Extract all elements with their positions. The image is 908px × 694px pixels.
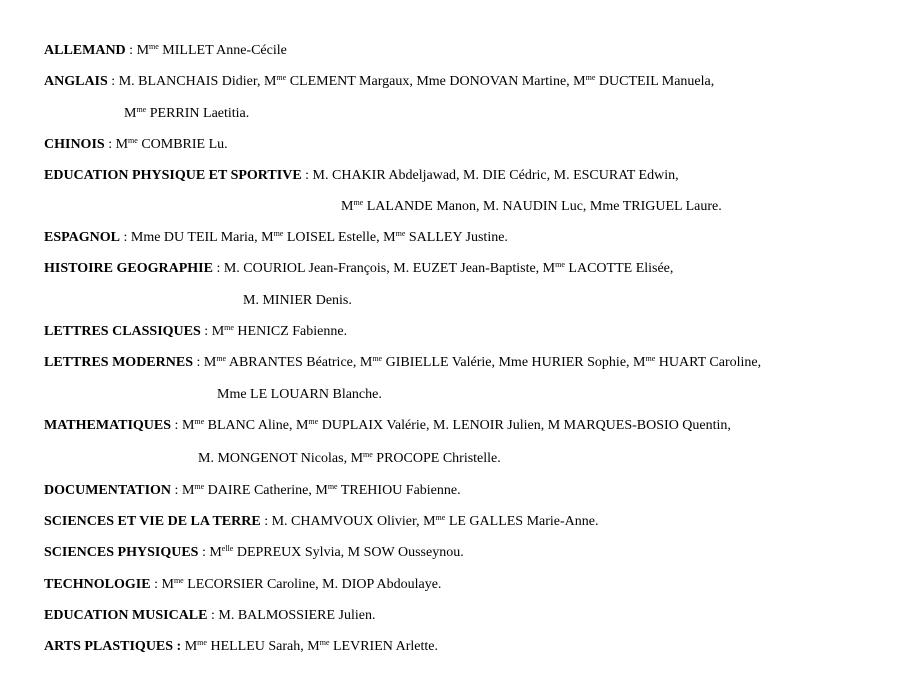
teacher-names-text: M. COURIOL Jean-François, M. EUZET Jean-Baptiste, M xyxy=(223,261,556,276)
teacher-names-text: PROCOPE Christelle. xyxy=(372,451,501,466)
teacher-names-text: M xyxy=(136,43,150,58)
subject-row-continuation-mathematiques xyxy=(198,450,501,468)
subject-separator: : xyxy=(171,483,182,498)
title-superscript: me xyxy=(194,417,205,426)
subject-label: LETTRES MODERNES xyxy=(44,355,193,370)
teacher-names-text: HENICZ Fabienne. xyxy=(233,324,348,339)
teacher-names-text: MILLET Anne-Cécile xyxy=(158,43,287,58)
subject-separator: : xyxy=(119,230,131,245)
teacher-names-text: M xyxy=(124,106,137,121)
title-superscript: elle xyxy=(221,544,234,553)
teacher-names-text: M xyxy=(181,418,195,433)
teacher-names-text: LEVRIEN Arlette. xyxy=(329,639,438,654)
teacher-names-text: GIBIELLE Valérie, Mme HURIER Sophie, M xyxy=(382,355,646,370)
teacher-names-text: BLANC Aline, M xyxy=(204,418,309,433)
subject-separator: : xyxy=(301,168,313,183)
teacher-names-text: DAIRE Catherine, M xyxy=(204,483,328,498)
subject-label: ESPAGNOL xyxy=(44,230,120,245)
subject-row-espagnol xyxy=(44,229,508,247)
teacher-names-text: Mme LE LOUARN Blanche. xyxy=(217,387,382,402)
title-superscript: me xyxy=(273,229,284,238)
title-superscript: me xyxy=(197,638,207,647)
subject-row-education-physique-et-sportive xyxy=(44,167,679,185)
subject-separator: : xyxy=(212,261,224,276)
title-superscript: me xyxy=(319,638,330,647)
teacher-names-text: TREHIOU Fabienne. xyxy=(337,483,461,498)
title-superscript: me xyxy=(435,513,446,522)
teacher-names-text: LALANDE Manon, M. NAUDIN Luc, Mme TRIGUEL Laure. xyxy=(363,199,722,214)
subject-row-arts-plastiques xyxy=(44,638,438,656)
title-superscript: me xyxy=(363,450,373,459)
subject-row-chinois xyxy=(44,136,228,154)
subject-separator: : xyxy=(260,514,272,529)
subject-label: ARTS PLASTIQUES : xyxy=(44,639,182,654)
subject-row-documentation xyxy=(44,482,461,500)
teacher-names-text: LOISEL Estelle, M xyxy=(283,230,396,245)
subject-row-technologie xyxy=(44,576,441,594)
subject-row-lettres-modernes xyxy=(44,354,761,372)
subject-row-continuation-lettres-modernes xyxy=(217,386,382,404)
teacher-names-text: CLEMENT Margaux, Mme DONOVAN Martine, M xyxy=(286,74,586,89)
title-superscript: me xyxy=(276,73,287,82)
subject-label: CHINOIS xyxy=(44,137,105,152)
title-superscript: me xyxy=(353,198,364,207)
teacher-names-text: DEPREUX Sylvia, M SOW Ousseynou. xyxy=(233,545,464,560)
teacher-names-text: M xyxy=(211,324,225,339)
subject-label: HISTOIRE GEOGRAPHIE xyxy=(44,261,213,276)
subject-row-anglais xyxy=(44,73,714,91)
teacher-names-text: M xyxy=(203,355,217,370)
subject-separator: : xyxy=(125,43,137,58)
subject-row-histoire-geographie xyxy=(44,260,673,278)
teacher-names-text: M xyxy=(209,545,222,560)
teacher-names-text: SALLEY Justine. xyxy=(405,230,508,245)
teacher-names-text: LACOTTE Elisée, xyxy=(564,261,674,276)
subject-label: ALLEMAND xyxy=(44,43,126,58)
teacher-names-text: PERRIN Laetitia. xyxy=(146,106,250,121)
teacher-names-text: DUCTEIL Manuela, xyxy=(595,74,715,89)
teacher-names-text: ABRANTES Béatrice, M xyxy=(226,355,373,370)
title-superscript: me xyxy=(136,105,147,114)
subject-row-sciences-et-vie-de-la-terre xyxy=(44,513,599,531)
teacher-names-text: M. CHAMVOUX Olivier, M xyxy=(271,514,436,529)
title-superscript: me xyxy=(395,229,406,238)
subject-separator: : xyxy=(171,418,182,433)
subject-label: DOCUMENTATION xyxy=(44,483,172,498)
title-superscript: me xyxy=(645,354,656,363)
subject-label: SCIENCES ET VIE DE LA TERRE xyxy=(44,514,261,529)
teacher-names-text: COMBRIE Lu. xyxy=(137,137,228,152)
teacher-names-text: DUPLAIX Valérie, M. LENOIR Julien, M MARQUES-BOSIO Quentin, xyxy=(318,418,731,433)
subject-separator: : xyxy=(198,545,210,560)
title-superscript: me xyxy=(555,260,565,269)
teacher-names-text: LE GALLES Marie-Anne. xyxy=(445,514,599,529)
teacher-names-text: M. MINIER Denis. xyxy=(243,293,352,308)
title-superscript: me xyxy=(216,354,227,363)
title-superscript: me xyxy=(149,42,159,51)
teacher-names-text: M. BLANCHAIS Didier, M xyxy=(118,74,277,89)
teacher-names-text: HELLEU Sarah, M xyxy=(206,639,320,654)
teacher-names-text: HUART Caroline, xyxy=(655,355,762,370)
teacher-names-text: M xyxy=(184,639,198,654)
subject-row-continuation-histoire-geographie xyxy=(243,292,352,310)
subject-label: EDUCATION PHYSIQUE ET SPORTIVE xyxy=(44,168,302,183)
teacher-names-text: M. CHAKIR Abdeljawad, M. DIE Cédric, M. ESCURAT Edwin, xyxy=(312,168,679,183)
subject-row-continuation-education-physique-et-sportive xyxy=(341,198,722,216)
title-superscript: me xyxy=(327,482,338,491)
subject-row-sciences-physiques xyxy=(44,544,464,562)
teacher-names-text: M xyxy=(161,577,174,592)
subject-label: LETTRES CLASSIQUES xyxy=(44,324,201,339)
subject-separator: : xyxy=(150,577,162,592)
subject-label: EDUCATION MUSICALE xyxy=(44,608,208,623)
subject-label: SCIENCES PHYSIQUES xyxy=(44,545,199,560)
title-superscript: me xyxy=(173,576,184,585)
title-superscript: me xyxy=(128,136,138,145)
teacher-names-text: Mme DU TEIL Maria, M xyxy=(130,230,274,245)
subject-label: MATHEMATIQUES xyxy=(44,418,172,433)
subject-separator: : xyxy=(207,608,219,623)
subject-row-continuation-anglais xyxy=(124,105,249,123)
teacher-names-text: M xyxy=(181,483,195,498)
subject-separator: : xyxy=(107,74,119,89)
subject-separator: : xyxy=(104,137,116,152)
teacher-names-text: M xyxy=(341,199,354,214)
title-superscript: me xyxy=(194,482,205,491)
subject-row-education-musicale xyxy=(44,607,376,625)
title-superscript: me xyxy=(585,73,596,82)
title-superscript: me xyxy=(372,354,383,363)
teacher-names-text: M xyxy=(115,137,129,152)
title-superscript: me xyxy=(224,323,234,332)
subject-label: ANGLAIS xyxy=(44,74,108,89)
subject-label: TECHNOLOGIE xyxy=(44,577,151,592)
subject-row-allemand xyxy=(44,42,287,60)
teacher-names-text: LECORSIER Caroline, M. DIOP Abdoulaye. xyxy=(183,577,442,592)
teacher-names-text: M. MONGENOT Nicolas, M xyxy=(198,451,364,466)
subject-separator: : xyxy=(200,324,212,339)
subject-row-mathematiques xyxy=(44,417,731,435)
subject-separator: : xyxy=(192,355,204,370)
title-superscript: me xyxy=(308,417,319,426)
teacher-names-text: M. BALMOSSIERE Julien. xyxy=(218,608,376,623)
subject-row-lettres-classiques xyxy=(44,323,347,341)
